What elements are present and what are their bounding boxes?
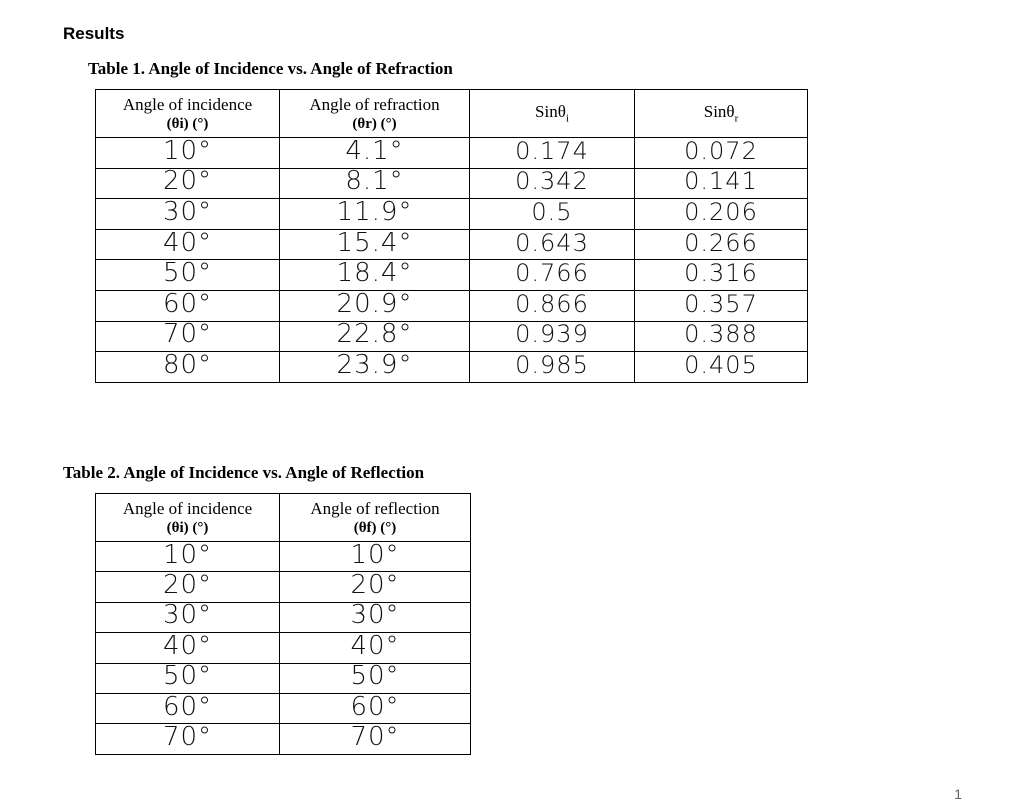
handwritten-value: 0.072	[684, 137, 758, 165]
table-cell	[280, 321, 470, 352]
handwritten-value: 20°	[162, 168, 213, 197]
handwritten-value: 40°	[162, 229, 213, 258]
handwritten-value: 11.9°	[336, 198, 413, 227]
header-angle-reflection: Angle of reflection (θf) (°)	[280, 494, 471, 542]
table2-caption: Table 2. Angle of Incidence vs. Angle of Reflection	[63, 463, 425, 482]
table-row	[96, 572, 471, 602]
table-cell	[96, 542, 280, 572]
table-row	[96, 199, 808, 230]
handwritten-value: 20°	[162, 571, 213, 601]
table-row	[96, 352, 808, 383]
refraction-table	[95, 89, 808, 383]
header-angle-refraction: Angle of refraction (θr) (°)	[280, 90, 470, 138]
page-number: 1	[954, 786, 962, 802]
table-cell	[280, 633, 471, 663]
table-cell	[280, 663, 471, 693]
table-row	[96, 168, 808, 199]
table-cell	[470, 290, 635, 321]
handwritten-value: 0.174	[515, 137, 589, 165]
table-cell	[635, 352, 808, 383]
table-cell	[280, 693, 471, 723]
handwritten-value: 70°	[350, 723, 400, 753]
handwritten-value: 0.5	[531, 198, 573, 226]
table-row	[96, 693, 471, 723]
table-cell	[96, 572, 280, 602]
table-cell	[470, 321, 635, 352]
table-cell	[470, 199, 635, 230]
handwritten-value: 40°	[350, 632, 400, 661]
handwritten-value: 0.266	[684, 229, 758, 257]
table-cell	[635, 138, 808, 169]
table-cell	[96, 352, 280, 383]
table1-caption: Table 1. Angle of Incidence vs. Angle of Refraction	[88, 59, 453, 78]
table-row	[96, 633, 471, 663]
table-row	[96, 290, 808, 321]
table-cell	[280, 352, 470, 383]
handwritten-value: 40°	[162, 632, 213, 661]
handwritten-value: 20.9°	[336, 290, 413, 319]
table-cell	[280, 199, 470, 230]
table-cell	[470, 260, 635, 291]
refraction-table-body	[96, 138, 808, 383]
handwritten-value: 50°	[162, 259, 213, 289]
handwritten-value: 60°	[162, 693, 213, 722]
table-cell	[635, 260, 808, 291]
table-cell	[280, 290, 470, 321]
handwritten-value: 18.4°	[336, 259, 413, 289]
table-cell	[96, 693, 280, 723]
table-cell	[635, 321, 808, 352]
handwritten-value: 50°	[162, 663, 213, 692]
table-cell	[470, 229, 635, 260]
handwritten-value: 0.643	[515, 229, 589, 257]
handwritten-value: 10°	[162, 137, 213, 166]
table-cell	[96, 168, 280, 199]
handwritten-value: 0.388	[684, 321, 758, 349]
table-cell	[470, 352, 635, 383]
handwritten-value: 0.206	[684, 198, 758, 226]
handwritten-value: 23.9°	[336, 351, 413, 380]
table-cell	[96, 724, 280, 754]
handwritten-value: 30°	[162, 602, 213, 631]
table-cell	[96, 138, 280, 169]
table-cell	[470, 138, 635, 169]
handwritten-value: 8.1°	[345, 168, 404, 197]
handwritten-value: 0.766	[515, 259, 589, 288]
handwritten-value: 22.8°	[336, 321, 413, 350]
handwritten-value: 70°	[162, 723, 213, 753]
table-row	[96, 542, 471, 572]
handwritten-value: 0.316	[684, 259, 758, 288]
handwritten-value: 0.357	[684, 290, 758, 318]
table-cell	[635, 199, 808, 230]
reflection-table	[95, 493, 471, 755]
table-cell	[635, 229, 808, 260]
handwritten-value: 0.985	[515, 351, 589, 379]
handwritten-value: 0.939	[515, 321, 589, 349]
handwritten-value: 10°	[162, 541, 213, 570]
table-cell	[96, 260, 280, 291]
header-angle-incidence: Angle of incidence (θi) (°)	[96, 90, 280, 138]
table-cell	[280, 724, 471, 754]
header-angle-incidence: Angle of incidence (θi) (°)	[96, 494, 280, 542]
table-cell	[470, 168, 635, 199]
table-cell	[280, 260, 470, 291]
handwritten-value: 60°	[162, 290, 213, 319]
header-sin-incidence: Sinθ$_i$	[470, 90, 635, 138]
table-cell	[96, 602, 280, 632]
table-header-row	[96, 90, 808, 138]
table-row	[96, 724, 471, 754]
table-cell	[280, 542, 471, 572]
table-cell	[96, 229, 280, 260]
handwritten-value: 0.405	[684, 351, 758, 379]
handwritten-value: 30°	[162, 198, 213, 227]
table-header-row	[96, 494, 471, 542]
handwritten-value: 70°	[162, 321, 213, 350]
table-cell	[280, 138, 470, 169]
header-sin-refraction: Sinθ$_r$	[635, 90, 808, 138]
table-row	[96, 321, 808, 352]
handwritten-value: 0.866	[515, 290, 589, 318]
table-row	[96, 138, 808, 169]
table-cell	[280, 602, 471, 632]
handwritten-value: 0.141	[684, 168, 758, 196]
table-cell	[96, 633, 280, 663]
handwritten-value: 4.1°	[345, 137, 404, 166]
table-cell	[96, 663, 280, 693]
table-row	[96, 663, 471, 693]
table-cell	[96, 199, 280, 230]
table-cell	[635, 290, 808, 321]
table-cell	[96, 290, 280, 321]
section-heading: Results	[63, 24, 125, 43]
table-cell	[280, 229, 470, 260]
handwritten-value: 60°	[350, 693, 400, 722]
table-row	[96, 260, 808, 291]
table-cell	[280, 168, 470, 199]
handwritten-value: 0.342	[515, 168, 589, 196]
table-row	[96, 229, 808, 260]
table-cell	[96, 321, 280, 352]
reflection-table-body	[96, 542, 471, 755]
table-row	[96, 602, 471, 632]
handwritten-value: 30°	[350, 602, 400, 631]
handwritten-value: 80°	[162, 351, 213, 380]
table-cell	[635, 168, 808, 199]
table-cell	[280, 572, 471, 602]
handwritten-value: 15.4°	[336, 229, 413, 258]
handwritten-value: 10°	[350, 541, 400, 570]
handwritten-value: 20°	[350, 571, 400, 601]
handwritten-value: 50°	[350, 663, 400, 692]
